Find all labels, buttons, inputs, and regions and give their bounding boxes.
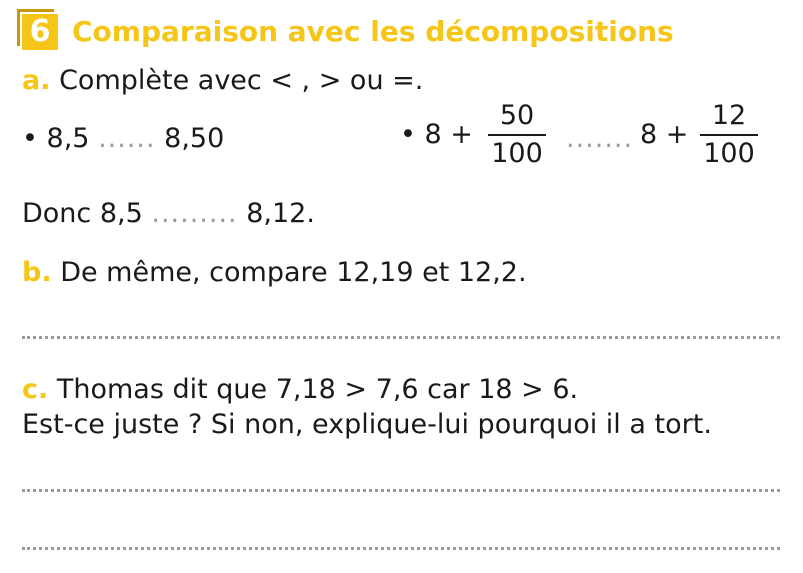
part-c-line2: Est-ce juste ? Si non, explique-lui pourquoi il a tort.	[22, 409, 712, 440]
item2-left-fraction	[488, 100, 546, 170]
part-c-question-line1	[22, 373, 578, 407]
fraction-denominator: 100	[491, 138, 543, 169]
answer-line-c1[interactable]	[22, 489, 780, 492]
bullet: •	[400, 119, 416, 150]
fraction-numerator: 50	[499, 100, 535, 131]
item2-left-prefix-row	[400, 118, 473, 152]
item1-right-value: 8,50	[164, 123, 225, 154]
item2-right-prefix: 8 +	[640, 119, 689, 150]
conclusion-answer-blank[interactable]: .........	[151, 198, 238, 229]
part-c-letter: c.	[22, 374, 49, 405]
item1-left-value: 8,5	[46, 123, 90, 154]
conclusion-suffix: 8,12.	[246, 198, 315, 229]
item2-right-fraction	[700, 100, 758, 170]
part-b-question	[22, 256, 527, 290]
fraction-numerator: 12	[711, 100, 747, 131]
exercise-title: Comparaison avec les décompositions	[72, 15, 674, 48]
answer-line-b[interactable]	[22, 336, 780, 339]
fraction-bar	[488, 134, 546, 136]
part-a-instruction-row	[22, 64, 423, 98]
part-a-conclusion	[22, 197, 315, 231]
item2-answer-blank[interactable]: .......	[566, 123, 634, 154]
exercise-number-badge: 6	[22, 14, 58, 50]
conclusion-prefix: Donc 8,5	[22, 198, 143, 229]
comparison-item-1	[22, 122, 224, 156]
item1-answer-blank[interactable]: ......	[98, 123, 156, 154]
part-b-text: De même, compare 12,19 et 12,2.	[60, 257, 527, 288]
item2-left-prefix: 8 +	[424, 119, 473, 150]
part-b-letter: b.	[22, 257, 52, 288]
answer-line-c2[interactable]	[22, 547, 780, 550]
bullet: •	[22, 123, 38, 154]
fraction-denominator: 100	[703, 138, 755, 169]
part-a-instruction: Complète avec < , > ou =.	[59, 65, 424, 96]
part-a-letter: a.	[22, 65, 51, 96]
fraction-bar	[700, 134, 758, 136]
part-c-line1: Thomas dit que 7,18 > 7,6 car 18 > 6.	[56, 374, 579, 405]
